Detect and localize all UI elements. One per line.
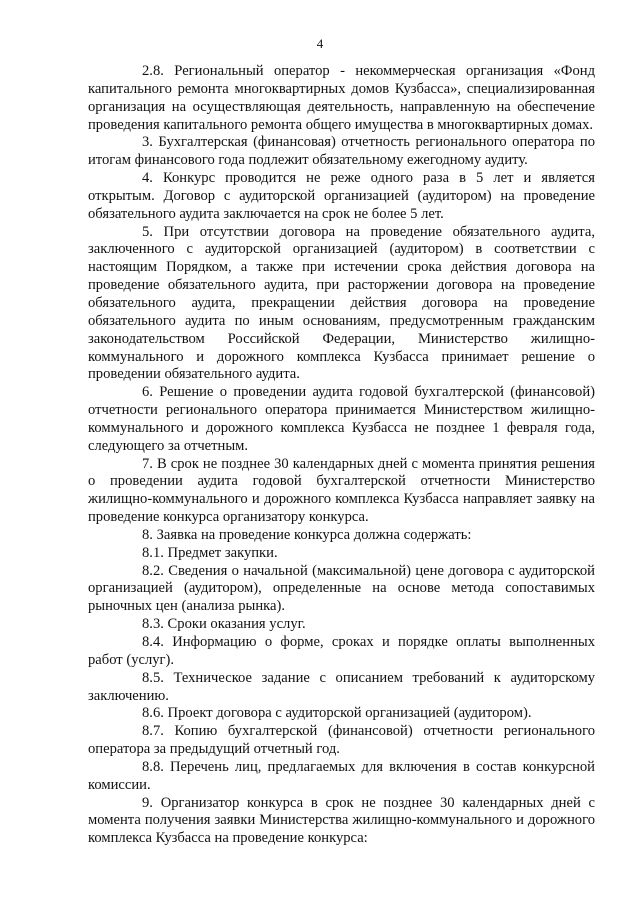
paragraph-8-5: 8.5. Техническое задание с описанием требований к аудиторскому заключению. <box>88 669 595 704</box>
paragraph-2-8: 2.8. Региональный оператор - некоммерческая организация «Фонд капитального ремонта многоквартирных домов Кузбасса», специализированная организация на осуществляющая деятельность, направленную на обеспечение проведения капитального ремонта общего имущества в многоквартирных домах. <box>88 63 595 133</box>
paragraph-8-8: 8.8. Перечень лиц, предлагаемых для включения в состав конкурсной комиссии. <box>88 758 595 793</box>
paragraph-9: 9. Организатор конкурса в срок не позднее 30 календарных дней с момента получения заявки Министерства жилищно-коммунального и дорожного комплекса Кузбасса на проведение конкурса: <box>88 794 595 847</box>
paragraph-8-1: 8.1. Предмет закупки. <box>142 544 278 561</box>
page-number: 4 <box>316 36 324 51</box>
paragraph-8-7: 8.7. Копию бухгалтерской (финансовой) отчетности регионального оператора за предыдущий отчетный год. <box>88 723 595 758</box>
paragraph-6: 6. Решение о проведении аудита годовой бухгалтерской (финансовой) отчетности регионального оператора принимается Министерством жилищно-коммунального и дорожного комплекса Кузбасса не позднее 1 февраля года, следующего за отчетным. <box>88 384 595 454</box>
paragraph-4: 4. Конкурс проводится не реже одного раза в 5 лет и является открытым. Договор с аудиторской организацией (аудитором) на проведение обязательного аудита заключается на срок не более 5 лет. <box>88 170 595 222</box>
paragraph-7: 7. В срок не позднее 30 календарных дней с момента принятия решения о проведении аудита годовой бухгалтерской отчетности Министерство жилищно-коммунального и дорожного комплекса Кузбасса направляет заявку на проведение конкурса организатору конкурса. <box>88 455 595 526</box>
paragraph-5: 5. При отсутствии договора на проведение обязательного аудита, заключенного с аудиторской организацией (аудитором) в соответствии с настоящим Порядком, а также при истечении срока действия договора на проведение обязательного аудита, при расторжении договора на проведение обязательного аудита, прекращении действия договора на проведение обязательного аудита по иным основаниям, предусмотренным гражданским законодательством Российской Федерации, Министерство жилищно-коммунального и дорожного комплекса Кузбасса принимает решение о проведении обязательного аудита. <box>88 223 595 383</box>
paragraph-8-6: 8.6. Проект договора с аудиторской организацией (аудитором). <box>142 705 532 722</box>
paragraph-3: 3. Бухгалтерская (финансовая) отчетность регионального оператора по итогам финансового года подлежит обязательному ежегодному аудиту. <box>88 134 595 169</box>
paragraph-8: 8. Заявка на проведение конкурса должна содержать: <box>142 526 472 543</box>
paragraph-8-2: 8.2. Сведения о начальной (максимальной) цене договора с аудиторской организацией (аудитором), определенные на основе метода сопоставимых рыночных цен (анализа рынка). <box>88 562 595 615</box>
paragraph-8-4: 8.4. Информацию о форме, сроках и порядке оплаты выполненных работ (услуг). <box>88 634 595 668</box>
paragraph-8-3: 8.3. Сроки оказания услуг. <box>142 616 306 633</box>
document-body <box>88 63 595 848</box>
